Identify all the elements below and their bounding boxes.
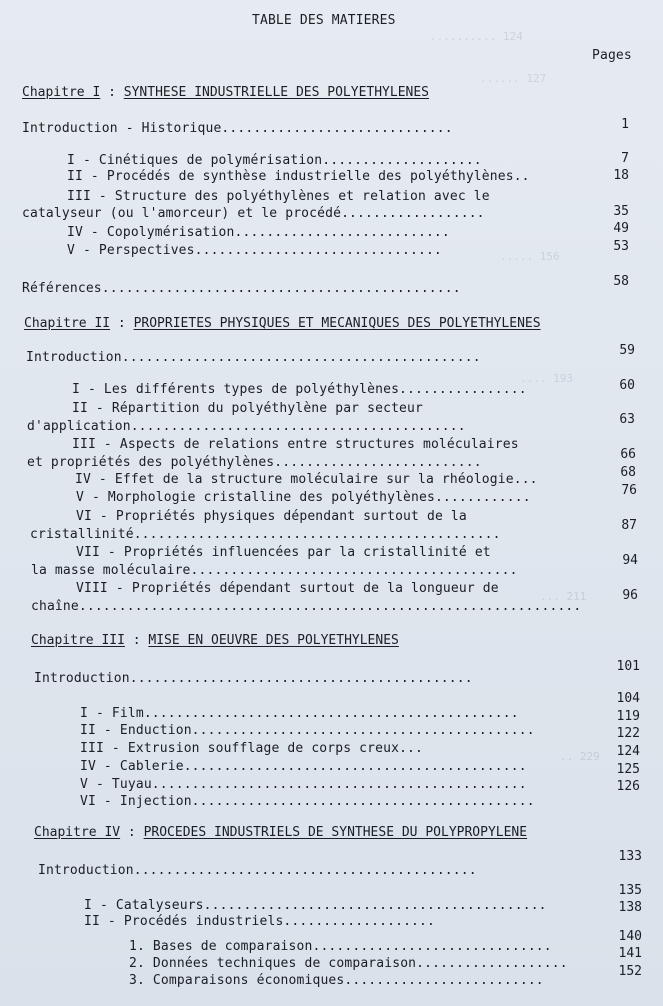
toc-page-number: 122 [616, 726, 640, 741]
toc-entry-line: VIII - Propriétés dépendant surtout de la longueur de [76, 581, 499, 596]
toc-entry: cristallinité.............................................. [30, 527, 501, 542]
chapter-title: MISE EN OEUVRE DES POLYETHYLENES [148, 633, 399, 648]
toc-page-number: 76 [621, 483, 637, 498]
toc-page-number: 125 [616, 762, 640, 777]
toc-entry: I - Cinétiques de polymérisation.................... [67, 153, 482, 168]
toc-entry: 1. Bases de comparaison.............................. [129, 939, 552, 954]
bleed-through: .... 193 [520, 372, 573, 385]
toc-entry: Références............................................. [22, 281, 461, 296]
toc-entry: I - Catalyseurs........................................... [84, 898, 547, 913]
bleed-through: ...... 127 [480, 72, 547, 85]
toc-entry: III - Extrusion soufflage de corps creux... [80, 741, 423, 756]
toc-entry: 3. Comparaisons économiques......................... [129, 973, 544, 988]
toc-entry: Introduction - Historique............................. [22, 121, 453, 136]
toc-entry: V - Tuyau............................................... [80, 777, 527, 792]
toc-page-number: 152 [618, 964, 642, 979]
toc-page-number: 133 [618, 849, 642, 864]
toc-entry: Introduction........................................... [38, 863, 477, 878]
chapter-title: PROCEDES INDUSTRIELS DE SYNTHESE DU POLYPROPYLENE [143, 825, 528, 840]
toc-entry-line: VI - Propriétés physiques dépendant surtout de la [76, 509, 467, 524]
chapter-title: PROPRIETES PHYSIQUES ET MECANIQUES DES POLYETHYLENES [133, 316, 541, 331]
toc-entry: IV - Cablerie........................................... [80, 759, 527, 774]
toc-page-number: 68 [620, 465, 636, 480]
toc-page-number: 59 [619, 343, 635, 358]
toc-page-number: 18 [613, 168, 629, 183]
toc-entry: Introduction............................................. [26, 350, 481, 365]
chapter-heading: Chapitre IV : PROCEDES INDUSTRIELS DE SYNTHESE DU POLYPROPYLENE [34, 825, 528, 840]
toc-entry: II - Procédés industriels................... [84, 914, 435, 929]
toc-entry: IV - Effet de la structure moléculaire sur la rhéologie... [75, 472, 538, 487]
toc-page-number: 119 [616, 709, 640, 724]
toc-page-number: 101 [616, 659, 640, 674]
toc-page-number: 126 [616, 779, 640, 794]
toc-page-number: 63 [619, 412, 635, 427]
bleed-through: .......... 124 [430, 30, 523, 43]
chapter-title: SYNTHESE INDUSTRIELLE DES POLYETHYLENES [123, 85, 430, 100]
toc-page-number: 58 [613, 274, 629, 289]
toc-page-number: 49 [613, 221, 629, 236]
chapter-heading: Chapitre II : PROPRIETES PHYSIQUES ET MECANIQUES DES POLYETHYLENES [24, 316, 541, 331]
toc-page-number: 87 [621, 518, 637, 533]
bleed-through: ... 211 [540, 590, 587, 603]
chapter-number: Chapitre IV [34, 825, 121, 840]
toc-entry: V - Perspectives............................... [67, 243, 442, 258]
toc-page-number: 96 [622, 588, 638, 603]
toc-page-number: 53 [613, 239, 629, 254]
pages-column-label: Pages [592, 48, 632, 63]
chapter-number: Chapitre III [31, 633, 125, 648]
toc-page-number: 138 [618, 900, 642, 915]
toc-page-number: 60 [619, 378, 635, 393]
toc-entry: 2. Données techniques de comparaison................... [129, 956, 568, 971]
toc-entry: Introduction........................................... [34, 671, 473, 686]
toc-entry: d'application.......................................... [27, 419, 466, 434]
toc-entry: IV - Copolymérisation........................... [67, 225, 450, 240]
toc-entry: la masse moléculaire......................................... [31, 563, 518, 578]
toc-entry: VI - Injection........................................... [80, 794, 535, 809]
toc-entry-line: III - Aspects de relations entre structures moléculaires [72, 437, 519, 452]
toc-entry: II - Enduction........................................... [80, 723, 535, 738]
toc-page-number: 135 [618, 883, 642, 898]
toc-page-number: 140 [618, 929, 642, 944]
toc-page-number: 35 [613, 204, 629, 219]
bleed-through: ..... 156 [500, 250, 560, 263]
chapter-heading: Chapitre III : MISE EN OEUVRE DES POLYETHYLENES [31, 633, 399, 648]
toc-entry: chaîne............................................................... [31, 599, 582, 614]
toc-entry: II - Procédés de synthèse industrielle des polyéthylènes.. [67, 169, 530, 184]
bleed-through: .. 229 [560, 750, 600, 763]
toc-page-number: 66 [620, 447, 636, 462]
chapter-heading: Chapitre I : SYNTHESE INDUSTRIELLE DES POLYETHYLENES [22, 85, 430, 100]
toc-entry: catalyseur (ou l'amorceur) et le procédé.................. [22, 206, 485, 221]
toc-page-number: 141 [618, 946, 642, 961]
toc-entry: et propriétés des polyéthylènes.......................... [27, 455, 482, 470]
toc-entry-line: III - Structure des polyéthylènes et relation avec le [67, 189, 490, 204]
toc-entry-line: II - Répartition du polyéthylène par secteur [72, 401, 423, 416]
toc-entry: I - Film............................................... [80, 706, 519, 721]
toc-entry-line: VII - Propriétés influencées par la cristallinité et [76, 545, 491, 560]
chapter-number: Chapitre I [22, 85, 101, 100]
toc-page-number: 94 [622, 553, 638, 568]
chapter-number: Chapitre II [24, 316, 111, 331]
toc-page-number: 124 [616, 744, 640, 759]
toc-page-number: 1 [621, 117, 629, 132]
toc-entry: V - Morphologie cristalline des polyéthylènes............ [76, 490, 531, 505]
toc-page-number: 104 [616, 691, 640, 706]
page-title: TABLE DES MATIERES [252, 13, 396, 28]
toc-entry: I - Les différents types de polyéthylènes................ [72, 382, 527, 397]
toc-page-number: 7 [621, 151, 629, 166]
